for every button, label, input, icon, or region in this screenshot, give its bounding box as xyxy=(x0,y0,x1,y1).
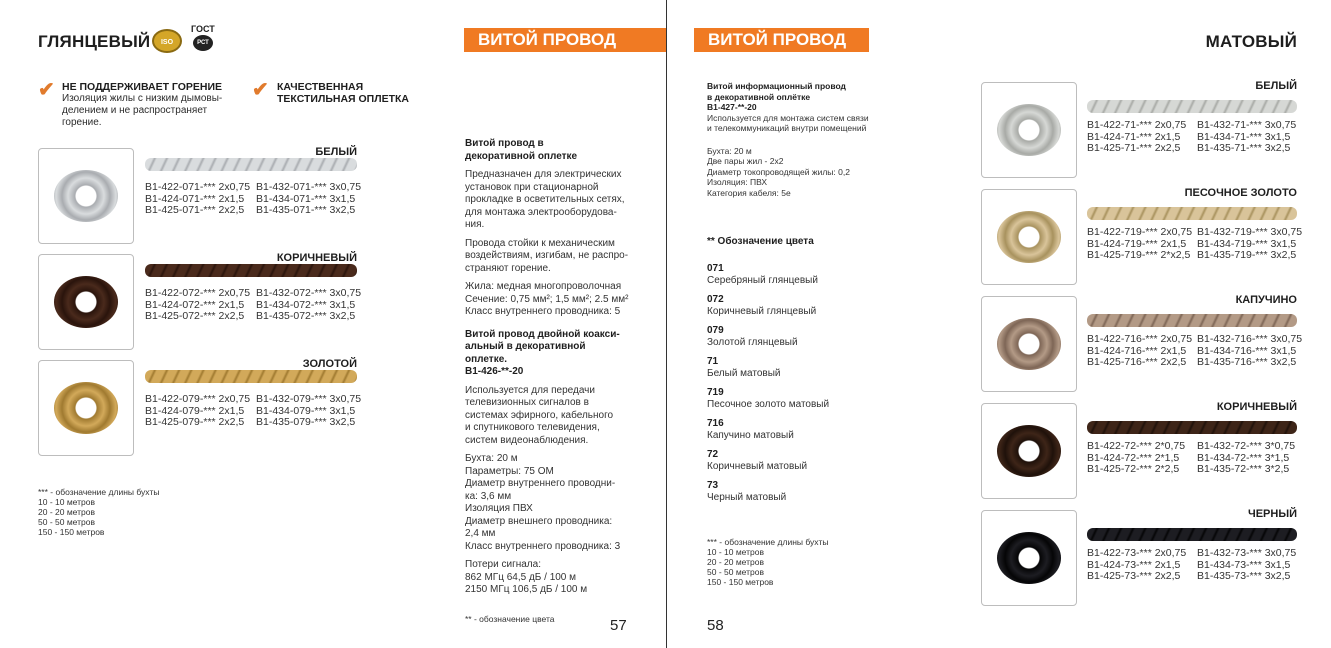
product-codes xyxy=(145,182,361,217)
glossy-header: ГЛЯНЦЕВЫЙ xyxy=(38,32,151,51)
product-code: B1-424-071-*** 2х1,5 xyxy=(145,192,245,205)
color-legend-title: ** Обозначение цвета xyxy=(707,236,814,247)
product-code: B1-425-71-*** 2х2,5 xyxy=(1087,142,1181,154)
color-name: БЕЛЫЙ xyxy=(315,146,357,158)
color-description: Черный матовый xyxy=(707,492,787,503)
color-name: ЗОЛОТОЙ xyxy=(302,358,357,370)
page-divider xyxy=(666,0,667,648)
color-name: ПЕСОЧНОЕ ЗОЛОТО xyxy=(1184,187,1297,199)
gost-label: ГОСТ xyxy=(191,24,215,34)
product-photo xyxy=(981,296,1077,392)
product-code: B1-434-72-*** 3*1,5 xyxy=(1197,451,1290,464)
product-code: B1-432-73-*** 3х0,75 xyxy=(1197,547,1297,559)
color-footnote: ** - обозначение цвета xyxy=(465,614,555,624)
product-code: B1-434-719-*** 3х1,5 xyxy=(1197,237,1297,250)
product-photo xyxy=(38,360,134,456)
product-photo xyxy=(981,403,1077,499)
color-description: Коричневый матовый xyxy=(707,461,808,472)
color-legend-item xyxy=(707,294,887,319)
color-description: Капучино матовый xyxy=(707,430,794,441)
color-legend-item xyxy=(707,263,887,288)
wire-coil-icon xyxy=(54,276,118,328)
product-code: B1-424-73-*** 2х1,5 xyxy=(1087,558,1181,571)
product-code: B1-425-072-*** 2х2,5 xyxy=(145,310,245,322)
product-code: B1-432-72-*** 3*0,75 xyxy=(1197,440,1296,452)
product-codes xyxy=(1087,334,1302,369)
product-code: B1-435-071-*** 3х2,5 xyxy=(256,204,356,216)
length-footnote: *** - обозначение длины бухты 10 - 10 метров 20 - 20 метров 50 - 50 метров 150 - 150 метров xyxy=(38,487,160,537)
page58-info-wire: Витой информационный провод в декоративной оплётке B1-427-**-20 Используется для монтажа систем связи и телекоммуникаций внутри помещений Бухта: 20 м Две пары жил - 2х2 Диаметр токопроводящей жилы: 0,2 Изоляция: ПВХ Категория кабеля: 5е xyxy=(707,81,869,198)
matte-header: МАТОВЫЙ xyxy=(1205,32,1297,51)
twisted-wire-sample xyxy=(1087,421,1297,434)
product-code: B1-432-072-*** 3х0,75 xyxy=(256,287,362,299)
product-code: B1-432-079-*** 3х0,75 xyxy=(256,393,362,405)
wire-coil-icon xyxy=(997,425,1061,477)
page57-text: Витой провод в декоративной оплетке Предназначен для электрических установок при стационарной прокладке в осветительных сетях, для монтажа электрооборудова-ния. Провода стойки к механическим воздействиям, изгибам, не распро-страняют горение. Жила: медная многопроволочная Сечение: 0,75 мм²; 1,5 мм²; 2.5 мм² Класс внутреннего проводника: 5 Витой провод двойной коакси- альный в декоративной оплетке. B1-426-**-20 Используется для передачи телевизионных сигналов в системах эфирного, кабельного и спутникового телевидения, систем видеонаблюдения. Бухта: 20 м Параметры: 75 ОМ Диаметр внутреннего проводни- ка: 3,6 мм Изоляция ПВХ Диаметр внешнего проводника: 2,4 мм Класс внутреннего проводника: 3 Потери сигнала: 862 МГц 64,5 дБ / 100 м 2150 МГц 106,5 дБ / 100 м xyxy=(465,138,629,595)
product-code: B1-425-72-*** 2*2,5 xyxy=(1087,463,1180,475)
wire-coil-icon xyxy=(997,532,1061,584)
product-code: B1-424-716-*** 2х1,5 xyxy=(1087,344,1187,357)
product-photo xyxy=(981,189,1077,285)
product-code: B1-434-072-*** 3х1,5 xyxy=(256,298,356,311)
color-code: 071 xyxy=(707,262,724,274)
color-name: ЧЕРНЫЙ xyxy=(1247,508,1297,520)
product-code: B1-435-72-*** 3*2,5 xyxy=(1197,463,1290,475)
twisted-wire-sample xyxy=(145,158,357,171)
color-code: 079 xyxy=(707,324,724,336)
product-code: B1-424-719-*** 2х1,5 xyxy=(1087,237,1187,250)
color-list xyxy=(707,263,887,505)
wire-coil-icon xyxy=(997,211,1061,263)
color-legend-item xyxy=(707,356,887,381)
product-code: B1-422-73-*** 2х0,75 xyxy=(1087,547,1187,559)
wire-coil-icon xyxy=(997,318,1061,370)
product-photo xyxy=(38,148,134,244)
product-code: B1-422-071-*** 2х0,75 xyxy=(145,181,251,193)
color-code: 73 xyxy=(707,479,719,491)
feature-textile-braid: КАЧЕСТВЕННАЯ ТЕКСТИЛЬНАЯ ОПЛЕТКА xyxy=(277,81,410,105)
product-photo xyxy=(981,510,1077,606)
color-legend-item xyxy=(707,449,887,474)
color-name: КАПУЧИНО xyxy=(1235,294,1297,306)
product-code: B1-432-716-*** 3х0,75 xyxy=(1197,333,1303,345)
twisted-wire-sample xyxy=(1087,100,1297,113)
page-number-58: 58 xyxy=(707,617,724,634)
section-title: Витой провод в декоративной оплетке xyxy=(465,138,578,162)
color-name: КОРИЧНЕВЫЙ xyxy=(276,252,357,264)
product-code: B1-432-71-*** 3х0,75 xyxy=(1197,119,1297,131)
product-code: B1-422-079-*** 2х0,75 xyxy=(145,393,251,405)
color-description: Серебряный глянцевый xyxy=(707,275,818,286)
feature-no-burning: НЕ ПОДДЕРЖИВАЕТ ГОРЕНИЕ Изоляция жилы с низким дымовы- делением и не распространяет горение. xyxy=(62,81,252,129)
checkmark-icon: ✔ xyxy=(252,79,269,101)
feature-title: НЕ ПОДДЕРЖИВАЕТ ГОРЕНИЕ xyxy=(62,81,223,93)
product-code: B1-435-072-*** 3х2,5 xyxy=(256,310,356,322)
product-code: B1-424-72-*** 2*1,5 xyxy=(1087,451,1180,464)
product-code: B1-425-716-*** 2х2,5 xyxy=(1087,356,1187,368)
wire-coil-icon xyxy=(54,170,118,222)
product-code: B1-432-719-*** 3х0,75 xyxy=(1197,226,1303,238)
product-code: B1-424-072-*** 2х1,5 xyxy=(145,298,245,311)
product-codes xyxy=(1087,548,1296,583)
product-photo xyxy=(38,254,134,350)
product-codes xyxy=(1087,441,1295,476)
page-number-57: 57 xyxy=(610,617,627,634)
wire-coil-icon xyxy=(54,382,118,434)
color-name: КОРИЧНЕВЫЙ xyxy=(1216,401,1297,413)
product-code: B1-434-71-*** 3х1,5 xyxy=(1197,130,1291,143)
color-code: 72 xyxy=(707,448,719,460)
color-legend-item xyxy=(707,480,887,505)
color-legend xyxy=(707,236,887,511)
product-code: B1-425-071-*** 2х2,5 xyxy=(145,204,245,216)
product-codes xyxy=(145,288,361,323)
product-code: B1-434-73-*** 3х1,5 xyxy=(1197,558,1291,571)
product-code: B1-425-079-*** 2х2,5 xyxy=(145,416,245,428)
color-description: Золотой глянцевый xyxy=(707,337,798,348)
product-codes xyxy=(145,394,361,429)
color-code: 716 xyxy=(707,417,724,429)
product-codes xyxy=(1087,227,1302,262)
color-description: Коричневый глянцевый xyxy=(707,306,817,317)
product-code: B1-424-079-*** 2х1,5 xyxy=(145,404,245,417)
product-code: B1-435-716-*** 3х2,5 xyxy=(1197,356,1297,368)
twisted-wire-sample xyxy=(1087,207,1297,220)
product-code: B1-424-71-*** 2х1,5 xyxy=(1087,130,1181,143)
color-description: Белый матовый xyxy=(707,368,781,379)
wire-coil-icon xyxy=(997,104,1061,156)
product-code: B1-434-071-*** 3х1,5 xyxy=(256,192,356,205)
color-legend-item xyxy=(707,418,887,443)
product-code: B1-435-73-*** 3х2,5 xyxy=(1197,570,1291,582)
color-name: БЕЛЫЙ xyxy=(1255,80,1297,92)
product-code: B1-432-071-*** 3х0,75 xyxy=(256,181,362,193)
product-code: B1-435-71-*** 3х2,5 xyxy=(1197,142,1291,154)
twisted-wire-sample xyxy=(1087,314,1297,327)
twisted-wire-sample xyxy=(1087,528,1297,541)
color-code: 072 xyxy=(707,293,724,305)
product-code: B1-435-079-*** 3х2,5 xyxy=(256,416,356,428)
product-code: B1-422-72-*** 2*0,75 xyxy=(1087,440,1186,452)
twisted-wire-sample xyxy=(145,264,357,277)
color-code: 719 xyxy=(707,386,724,398)
gost-mark-icon: РСТ xyxy=(193,35,213,51)
product-code: B1-425-73-*** 2х2,5 xyxy=(1087,570,1181,582)
checkmark-icon: ✔ xyxy=(38,79,55,101)
product-photo xyxy=(981,82,1077,178)
product-code: B1-422-71-*** 2х0,75 xyxy=(1087,119,1187,131)
product-code: B1-422-719-*** 2х0,75 xyxy=(1087,226,1193,238)
iso-badge-icon: ISO 9001 xyxy=(152,29,182,53)
color-code: 71 xyxy=(707,355,719,367)
product-code: B1-434-716-*** 3х1,5 xyxy=(1197,344,1297,357)
color-description: Песочное золото матовый xyxy=(707,399,830,410)
product-codes xyxy=(1087,120,1296,155)
twisted-wire-banner: ВИТОЙ ПРОВОД xyxy=(694,28,869,52)
twisted-wire-sample xyxy=(145,370,357,383)
product-code: B1-435-719-*** 3х2,5 xyxy=(1197,249,1297,261)
product-code: B1-425-719-*** 2*х2,5 xyxy=(1087,249,1191,261)
product-code: B1-434-079-*** 3х1,5 xyxy=(256,404,356,417)
color-legend-item xyxy=(707,387,887,412)
length-footnote-58: *** - обозначение длины бухты 10 - 10 метров 20 - 20 метров 50 - 50 метров 150 - 150 метров xyxy=(707,537,829,587)
color-legend-item xyxy=(707,325,887,350)
product-code: B1-422-716-*** 2х0,75 xyxy=(1087,333,1193,345)
product-code: B1-422-072-*** 2х0,75 xyxy=(145,287,251,299)
twisted-wire-banner: ВИТОЙ ПРОВОД xyxy=(464,28,666,52)
